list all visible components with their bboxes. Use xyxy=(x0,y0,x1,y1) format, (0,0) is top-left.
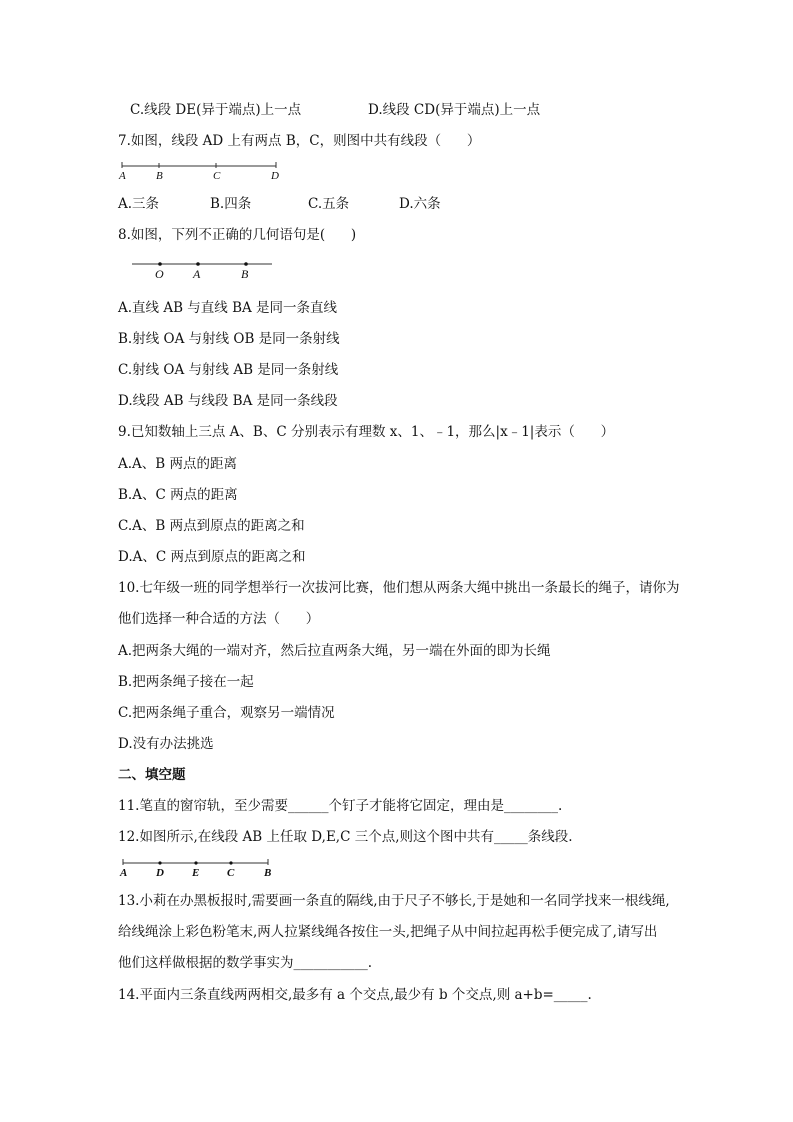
q9-option-d: D.A、C 两点到原点的距离之和 xyxy=(118,549,306,565)
q9-option-a: A.A、B 两点的距离 xyxy=(118,456,238,472)
q9-stem: 9.已知数轴上三点 A、B、C 分别表示有理数 x、1、﹣1，那么|x﹣1|表示（ ） xyxy=(118,424,615,440)
q8-option-b: B.射线 OA 与射线 OB 是同一条射线 xyxy=(118,331,340,347)
q7-option-b: B.四条 xyxy=(210,196,252,212)
q10-option-b: B.把两条绳子接在一起 xyxy=(118,674,254,690)
q10-option-c: C.把两条绳子重合，观察另一端情况 xyxy=(118,705,335,721)
q10-option-d: D.没有办法挑选 xyxy=(118,736,214,752)
q13-line3: 他们这样做根据的数学事实为___________. xyxy=(118,955,373,971)
q6-option-d: D.线段 CD(异于端点)上一点 xyxy=(368,102,541,118)
q12-stem: 12.如图所示,在线段 AB 上任取 D,E,C 三个点,则这个图中共有_____条线段. xyxy=(118,829,573,845)
q7-option-d: D.六条 xyxy=(399,196,441,212)
q6-option-c: C.线段 DE(异于端点)上一点 xyxy=(130,102,302,118)
q14-stem: 14.平面内三条直线两两相交,最多有 a 个交点,最少有 b 个交点,则 a+b=_____. xyxy=(118,987,592,1003)
q7-segment-figure xyxy=(116,160,286,182)
q13-line1: 13.小莉在办黑板报时,需要画一条直的隔线,由于尺子不够长,于是她和一名同学找来一根线绳, xyxy=(118,893,670,909)
q8-label-o: O xyxy=(155,267,164,281)
q12-label-b: B xyxy=(264,867,272,879)
q8-option-c: C.射线 OA 与射线 AB 是同一条射线 xyxy=(118,362,339,378)
q7-label-b: B xyxy=(156,170,163,182)
q10-stem-line1: 10.七年级一班的同学想举行一次拔河比赛，他们想从两条大绳中挑出一条最长的绳子，请你为 xyxy=(118,580,680,596)
q12-segment-figure xyxy=(118,856,278,880)
q9-option-b: B.A、C 两点的距离 xyxy=(118,487,238,503)
q7-label-a: A xyxy=(119,170,126,182)
q10-option-a: A.把两条大绳的一端对齐，然后拉直两条大绳，另一端在外面的即为长绳 xyxy=(118,643,551,659)
q12-label-a: A xyxy=(120,867,128,879)
q7-option-c: C.五条 xyxy=(308,196,350,212)
q7-option-a: A.三条 xyxy=(118,196,160,212)
q8-ray-figure xyxy=(128,256,278,282)
section-title-fill-in: 二、填空题 xyxy=(118,767,186,783)
q11-stem: 11.笔直的窗帘轨，至少需要______个钉子才能将它固定，理由是________. xyxy=(118,798,563,814)
q8-stem: 8.如图，下列不正确的几何语句是( ) xyxy=(118,227,357,243)
q8-option-d: D.线段 AB 与线段 BA 是同一条线段 xyxy=(118,393,338,409)
q8-label-a: A xyxy=(193,267,201,281)
q7-label-d: D xyxy=(271,170,279,182)
q7-stem: 7.如图，线段 AD 上有两点 B，C，则图中共有线段（ ） xyxy=(118,133,481,149)
q9-option-c: C.A、B 两点到原点的距离之和 xyxy=(118,518,305,534)
q12-label-e: E xyxy=(192,867,200,879)
q12-label-c: C xyxy=(227,867,235,879)
q8-label-b: B xyxy=(241,267,249,281)
q7-label-c: C xyxy=(213,170,221,182)
q12-label-d: D xyxy=(156,867,164,879)
q10-stem-line2: 他们选择一种合适的方法（ ） xyxy=(118,611,320,627)
q8-option-a: A.直线 AB 与直线 BA 是同一条直线 xyxy=(118,300,338,316)
q13-line2: 给线绳涂上彩色粉笔末,两人拉紧线绳各按住一头,把绳子从中间拉起再松手便完成了,请写出 xyxy=(118,924,658,940)
